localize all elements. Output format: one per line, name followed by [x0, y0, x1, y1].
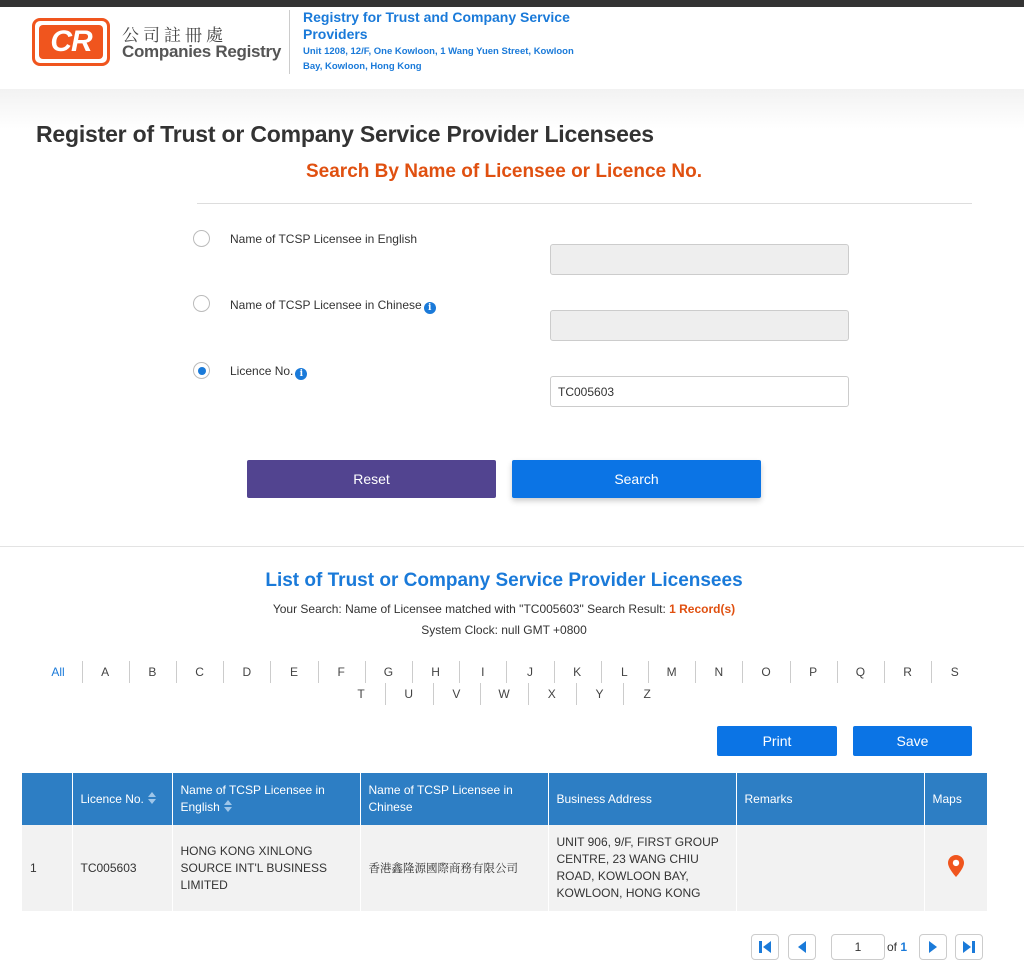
site-header — [0, 7, 1024, 89]
alphabet-separator — [554, 661, 555, 683]
alphabet-filter-row-2 — [0, 683, 1024, 705]
prev-page-button[interactable] — [788, 934, 816, 960]
first-page-icon — [752, 935, 778, 959]
alphabet-filter-a[interactable]: A — [101, 665, 110, 679]
alphabet-separator — [459, 661, 460, 683]
alphabet-filter-e[interactable]: E — [289, 665, 298, 679]
top-bar — [0, 0, 1024, 7]
cr-logo[interactable] — [32, 18, 110, 66]
name-chinese-input[interactable] — [550, 310, 849, 341]
alphabet-filter-b[interactable]: B — [148, 665, 157, 679]
cell-remarks — [736, 825, 924, 911]
table-row — [22, 825, 987, 911]
total-pages: 1 — [900, 940, 908, 954]
search-summary — [0, 602, 1008, 616]
print-button[interactable]: Print — [717, 726, 837, 756]
alphabet-separator — [648, 661, 649, 683]
search-heading: Search By Name of Licensee or Licence No. — [306, 161, 702, 182]
label-name-chinese-wrap — [230, 298, 436, 314]
radio-licence-no[interactable] — [193, 362, 210, 379]
alphabet-separator — [412, 661, 413, 683]
label-name-chinese: Name of TCSP Licensee in Chinese — [230, 298, 422, 312]
alphabet-filter-z[interactable]: Z — [643, 687, 651, 701]
alphabet-filter-x[interactable]: X — [547, 687, 556, 701]
name-english-input[interactable] — [550, 244, 849, 275]
alphabet-separator — [601, 661, 602, 683]
alphabet-separator — [480, 683, 481, 705]
alphabet-filter-n[interactable]: N — [714, 665, 724, 679]
alphabet-filter-o[interactable]: O — [761, 665, 771, 679]
cell-index: 1 — [22, 825, 72, 911]
cell-maps — [924, 825, 987, 911]
alphabet-separator — [270, 661, 271, 683]
page-number-input[interactable] — [831, 934, 885, 960]
record-count: 1 Record(s) — [669, 602, 736, 616]
search-button[interactable]: Search — [512, 460, 761, 498]
alphabet-separator — [528, 683, 529, 705]
alphabet-separator — [385, 683, 386, 705]
alphabet-filter-row-1 — [0, 661, 1024, 683]
alphabet-filter-r[interactable]: R — [903, 665, 912, 679]
first-page-button[interactable] — [751, 934, 779, 960]
last-page-icon — [956, 935, 982, 959]
alphabet-separator — [623, 683, 624, 705]
col-name-english-label: Name of TCSP Licensee in English — [180, 783, 325, 814]
alphabet-separator — [931, 661, 932, 683]
alphabet-filter-g[interactable]: G — [383, 665, 394, 679]
registry-address: Unit 1208, 12/F, One Kowloon, 1 Wang Yuen Street, Kowloon Bay, Kowloon, Hong Kong — [303, 46, 574, 72]
alphabet-filter-q[interactable]: Q — [855, 665, 866, 679]
col-business-address: Business Address — [548, 773, 736, 825]
info-icon[interactable]: i — [424, 302, 436, 314]
search-summary-text: Your Search: Name of Licensee matched with "TC005603" Search Result: — [272, 602, 670, 616]
alphabet-filter-h[interactable]: H — [431, 665, 440, 679]
col-name-chinese: Name of TCSP Licensee in Chinese — [360, 773, 548, 825]
alphabet-filter-all[interactable]: All — [51, 665, 65, 679]
cell-name-english: HONG KONG XINLONG SOURCE INT'L BUSINESS LIMITED — [172, 825, 360, 911]
page-count — [887, 940, 907, 954]
alphabet-filter-s[interactable]: S — [950, 665, 959, 679]
reset-button[interactable]: Reset — [247, 460, 496, 498]
cr-logo-mark: CR — [39, 25, 103, 59]
col-remarks: Remarks — [736, 773, 924, 825]
alphabet-filter-m[interactable]: M — [666, 665, 677, 679]
next-page-button[interactable] — [919, 934, 947, 960]
alphabet-filter-v[interactable]: V — [452, 687, 461, 701]
page-title: Register of Trust or Company Service Provider Licensees — [36, 121, 654, 147]
alphabet-separator — [695, 661, 696, 683]
cell-business-address: UNIT 906, 9/F, FIRST GROUP CENTRE, 23 WANG CHIU ROAD, KOWLOON BAY, KOWLOON, HONG KONG — [548, 825, 736, 911]
col-licence-no[interactable] — [72, 773, 172, 825]
alphabet-separator — [176, 661, 177, 683]
prev-page-icon — [789, 935, 815, 959]
info-icon[interactable]: i — [295, 368, 307, 380]
table-header-row — [22, 773, 987, 825]
page-of-label: of — [887, 940, 898, 954]
alphabet-separator — [223, 661, 224, 683]
alphabet-filter-l[interactable]: L — [621, 665, 628, 679]
alphabet-filter-p[interactable]: P — [809, 665, 818, 679]
alphabet-filter-y[interactable]: Y — [595, 687, 604, 701]
alphabet-separator — [82, 661, 83, 683]
map-pin-icon[interactable] — [948, 855, 964, 877]
results-table — [22, 773, 987, 911]
system-clock: System Clock: null GMT +0800 — [421, 623, 587, 637]
alphabet-separator — [837, 661, 838, 683]
label-name-english: Name of TCSP Licensee in English — [230, 232, 417, 246]
logo-chinese-text: 公司註冊處 — [122, 26, 227, 46]
label-licence-no-wrap — [230, 364, 307, 380]
alphabet-separator — [365, 661, 366, 683]
licence-no-input[interactable] — [550, 376, 849, 407]
radio-name-chinese[interactable] — [193, 295, 210, 312]
radio-name-english[interactable] — [193, 230, 210, 247]
col-licence-no-label: Licence No. — [80, 791, 144, 806]
header-divider — [289, 10, 290, 74]
alphabet-separator — [506, 661, 507, 683]
alphabet-filter-u[interactable]: U — [404, 687, 414, 701]
label-licence-no: Licence No. — [230, 364, 294, 378]
cell-name-chinese: 香港鑫隆源國際商務有限公司 — [360, 825, 548, 911]
alphabet-filter-d[interactable]: D — [242, 665, 252, 679]
alphabet-separator — [790, 661, 791, 683]
save-button[interactable]: Save — [853, 726, 972, 756]
alphabet-separator — [576, 683, 577, 705]
alphabet-separator — [318, 661, 319, 683]
alphabet-filter-j[interactable]: J — [527, 665, 533, 679]
alphabet-separator — [742, 661, 743, 683]
alphabet-separator — [884, 661, 885, 683]
alphabet-filter-k[interactable]: K — [573, 665, 582, 679]
section-divider — [0, 546, 1024, 547]
col-maps: Maps — [924, 773, 987, 825]
results-heading: List of Trust or Company Service Provider Licensees — [265, 570, 743, 591]
alphabet-separator — [433, 683, 434, 705]
logo-english-text: Companies Registry — [122, 42, 281, 61]
col-name-english[interactable] — [172, 773, 360, 825]
alphabet-filter-t[interactable]: T — [357, 687, 365, 701]
alphabet-separator — [129, 661, 130, 683]
divider — [197, 203, 972, 204]
registry-title: Registry for Trust and Company Service Providers — [303, 9, 570, 42]
cell-licence-no: TC005603 — [72, 825, 172, 911]
col-index — [22, 773, 72, 825]
next-page-icon — [920, 935, 946, 959]
last-page-button[interactable] — [955, 934, 983, 960]
alphabet-filter-c[interactable]: C — [195, 665, 204, 679]
alphabet-filter-w[interactable]: W — [498, 687, 510, 701]
sort-icon[interactable] — [224, 800, 233, 813]
alphabet-filter-i[interactable]: I — [481, 665, 485, 679]
alphabet-filter-f[interactable]: F — [337, 665, 345, 679]
sort-icon[interactable] — [148, 792, 157, 805]
